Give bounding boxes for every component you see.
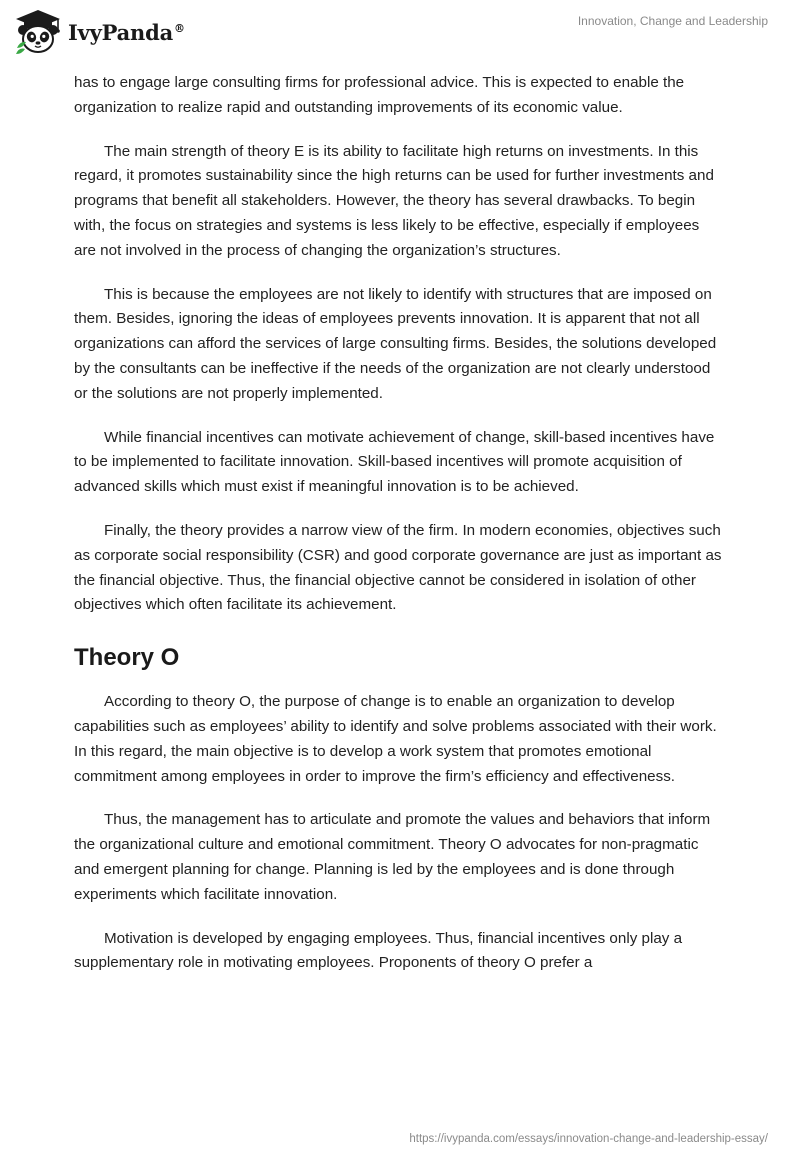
- brand-name: IvyPanda®: [68, 19, 185, 45]
- panda-logo-icon: [14, 8, 62, 56]
- paragraph: According to theory O, the purpose of change is to enable an organization to develop capabilities such as employees’ ability to identify and solve problems associated with their work. In this regard, the main objective is to develop a work system that promotes emotional commitment among employees in order to improve the firm’s efficiency and effectiveness.: [74, 693, 717, 785]
- document-title: Innovation, Change and Leadership: [577, 14, 768, 28]
- paragraph: Finally, the theory provides a narrow view of the firm. In modern economies, objectives such as corporate social responsibility (CSR) and good corporate governance are just as important as the financial objective. Thus, the financial objective cannot be considered in isolation of other objectives which often facilitate its achievement.: [74, 521, 722, 614]
- source-url[interactable]: https://ivypanda.com/essays/innovation-change-and-leadership-essay/: [409, 1133, 768, 1145]
- paragraph: has to engage large consulting firms for professional advice. This is expected to enable the organization to realize rapid and outstanding improvements of its economic value.: [74, 74, 685, 116]
- paragraph: While financial incentives can motivate achievement of change, skill-based incentives have to be implemented to facilitate innovation. Skill-based incentives will promote acquisition of advanced skills which must exist if meaningful innovation is to be achieved.: [74, 428, 715, 496]
- page-header: [0, 0, 800, 70]
- paragraph: This is because the employees are not likely to identify with structures that are imposed on them. Besides, ignoring the ideas of employees prevents innovation. It is apparent that not all organizations can afford the services of large consulting firms. Besides, the solutions developed by the consultants can be ineffective if the needs of the organization are not clearly understood or the solutions are not properly implemented.: [74, 285, 717, 402]
- paragraph: Motivation is developed by engaging employees. Thus, financial incentives only play a supplementary role in motivating employees. Proponents of theory O prefer a: [74, 929, 683, 972]
- paragraph: The main strength of theory E is its ability to facilitate high returns on investments. In this regard, it promotes sustainability since the high returns can be used for further investments and programs that benefit all stakeholders. However, the theory has several drawbacks. To begin with, the focus on strategies and systems is less likely to be effective, especially if employees are not involved in the process of changing the organization’s structures.: [74, 142, 714, 259]
- brand-logo[interactable]: [14, 8, 185, 56]
- essay-body: [74, 71, 724, 995]
- section-heading: Theory O: [74, 644, 180, 672]
- paragraph: Thus, the management has to articulate and promote the values and behaviors that inform the organizational culture and emotional commitment. Theory O advocates for non-pragmatic and emergent planning for change. Planning is led by the employees and is done through experiments which facilitate innovation.: [74, 811, 711, 903]
